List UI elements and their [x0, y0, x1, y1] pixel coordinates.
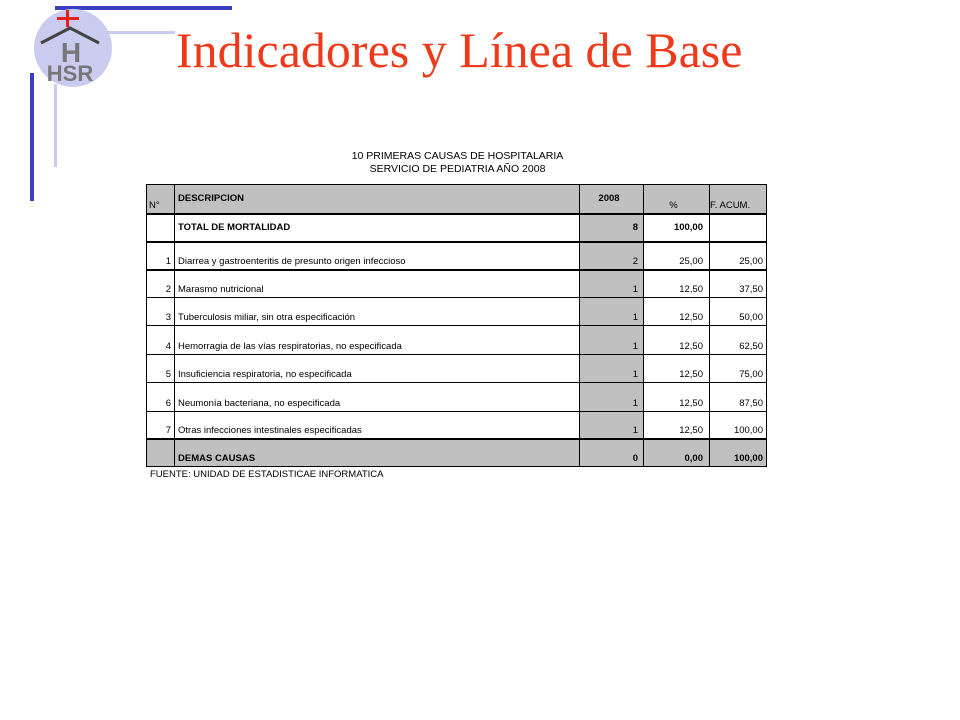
- header-percent: %: [669, 200, 678, 211]
- row-cumulative: 87,50: [739, 398, 763, 409]
- row-percent: 12,50: [679, 425, 703, 436]
- row-description: Otras infecciones intestinales especificadas: [178, 425, 362, 436]
- row-year: 1: [632, 284, 638, 295]
- row-percent: 25,00: [679, 256, 703, 267]
- row-cumulative: 25,00: [739, 256, 763, 267]
- row-year: 1: [632, 369, 638, 380]
- row-percent: 12,50: [679, 312, 703, 323]
- causes-table: [146, 184, 767, 467]
- table-caption-line2: SERVICIO DE PEDIATRIA AÑO 2008: [369, 163, 546, 175]
- row-cumulative: 75,00: [739, 369, 763, 380]
- row-year: 1: [632, 341, 638, 352]
- table-row: [147, 298, 766, 325]
- decorative-line-left-light: [54, 84, 57, 167]
- row-number: 5: [165, 369, 171, 380]
- row-description: Hemorragia de las vías respiratorias, no especificada: [178, 341, 402, 352]
- row-year: 1: [632, 425, 638, 436]
- row-number: 2: [165, 284, 171, 295]
- row-number: 4: [165, 341, 171, 352]
- row-description: Neumonía bacteriana, no especificada: [178, 398, 341, 409]
- others-percent: 0,00: [684, 453, 703, 464]
- table-row: [147, 326, 766, 354]
- row-number: 1: [165, 256, 171, 267]
- row-year: 1: [632, 312, 638, 323]
- row-number: 7: [165, 425, 171, 436]
- header-description: DESCRIPCION: [178, 192, 244, 204]
- table-row-total: [147, 215, 766, 242]
- row-number: 6: [165, 398, 171, 409]
- row-number: 3: [165, 312, 171, 323]
- svg-text:H: H: [60, 37, 82, 68]
- table-row: [147, 383, 766, 411]
- total-percent: 100,00: [673, 222, 703, 233]
- others-description: DEMAS CAUSAS: [178, 453, 256, 464]
- total-cumulative: [710, 215, 766, 242]
- header-number: N°: [149, 200, 160, 211]
- table-header-row: [147, 185, 766, 213]
- row-year: 2: [632, 256, 638, 267]
- row-description: Diarrea y gastroenteritis de presunto origen infeccioso: [178, 256, 406, 267]
- row-percent: 12,50: [679, 284, 703, 295]
- row-cumulative: 37,50: [739, 284, 763, 295]
- svg-text:HSR: HSR: [46, 61, 94, 86]
- total-year: 8: [632, 222, 638, 233]
- header-year: 2008: [598, 192, 620, 204]
- others-year: 0: [632, 453, 638, 464]
- row-cumulative: 62,50: [739, 341, 763, 352]
- table-caption: [300, 150, 615, 176]
- slide-title: Indicadores y Línea de Base: [176, 22, 743, 78]
- row-cumulative: 50,00: [739, 312, 763, 323]
- table-caption-line1: 10 PRIMERAS CAUSAS DE HOSPITALARIA: [351, 150, 564, 162]
- row-year: 1: [632, 398, 638, 409]
- row-percent: 12,50: [679, 341, 703, 352]
- hospital-logo: [33, 8, 113, 88]
- others-cumulative: 100,00: [733, 453, 763, 464]
- table-source: FUENTE: UNIDAD DE ESTADISTICAE INFORMATICA: [150, 469, 384, 480]
- header-cumulative: F. ACUM.: [710, 200, 751, 211]
- table-row: [147, 243, 766, 269]
- decorative-line-left: [30, 73, 34, 201]
- row-percent: 12,50: [679, 398, 703, 409]
- table-row: [147, 412, 766, 438]
- row-description: Tuberculosis miliar, sin otra especificación: [178, 312, 356, 323]
- table-row: [147, 355, 766, 382]
- total-description: TOTAL DE MORTALIDAD: [178, 222, 291, 233]
- table-row-others: [147, 440, 766, 466]
- row-description: Insuficiencia respiratoria, no especificada: [178, 369, 352, 380]
- row-cumulative: 100,00: [733, 425, 763, 436]
- row-percent: 12,50: [679, 369, 703, 380]
- table-row: [147, 271, 766, 297]
- row-description: Marasmo nutricional: [178, 284, 264, 295]
